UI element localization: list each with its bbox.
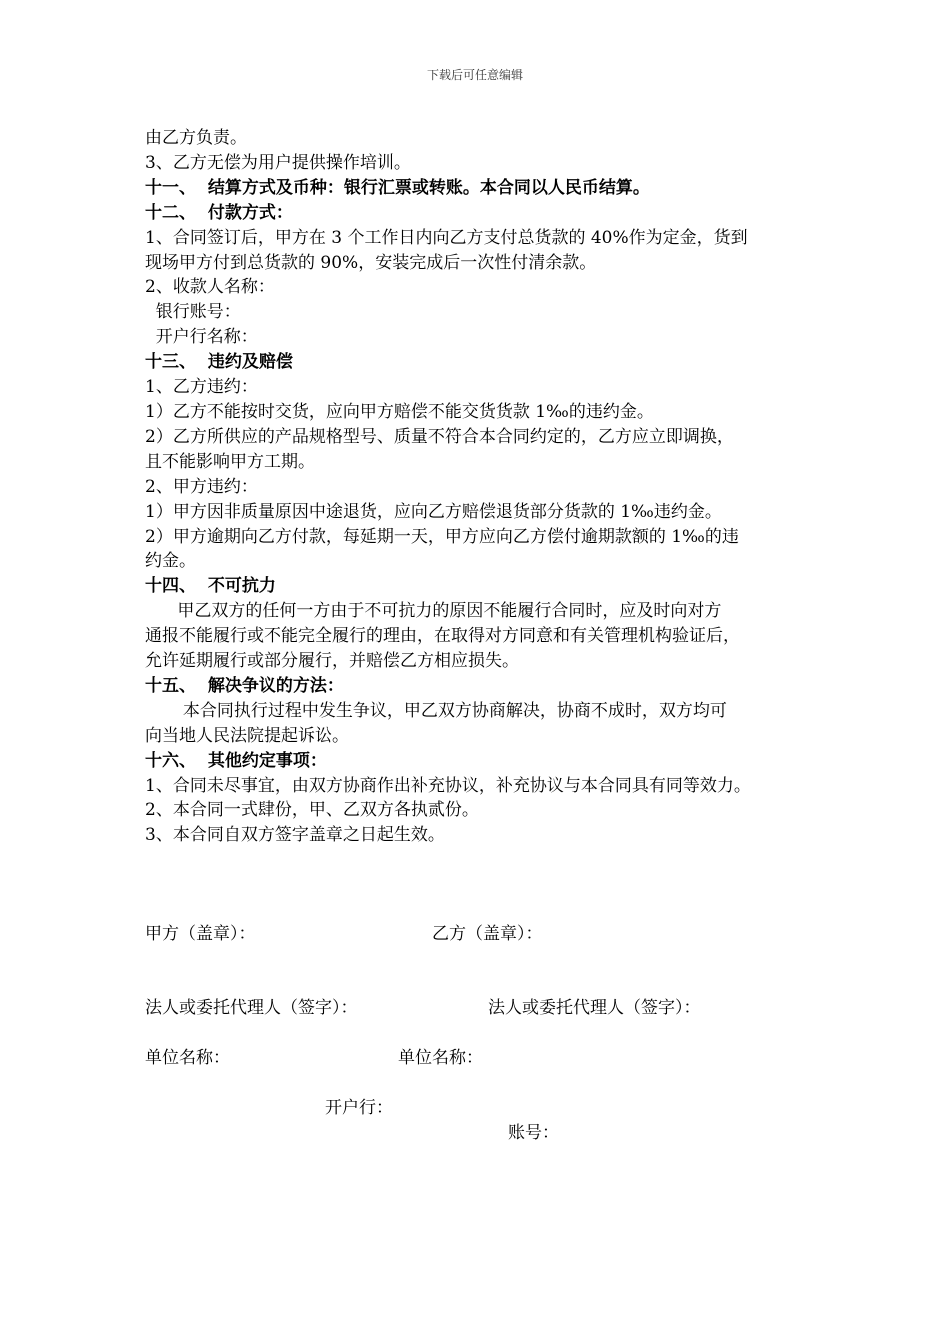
body-line: 2）乙方所供应的产品规格型号、质量不符合本合同约定的，乙方应立即调换， <box>145 426 734 447</box>
body-line: 向当地人民法院提起诉讼。 <box>145 725 349 746</box>
body-line: 2）甲方逾期向乙方付款，每延期一天，甲方应向乙方偿付逾期款额的 1‰的违 <box>145 526 739 547</box>
account-label: 账号： <box>508 1123 559 1143</box>
section-heading: 十四、 不可抗力 <box>145 576 276 597</box>
body-line: 由乙方负责。 <box>145 128 247 148</box>
body-line: 银行账号： <box>145 302 241 323</box>
party-b-unit-label: 单位名称： <box>398 1048 483 1068</box>
body-line: 甲乙双方的任何一方由于不可抗力的原因不能履行合同时，应及时向对方 <box>145 601 722 622</box>
body-line: 2、收款人名称： <box>145 277 275 298</box>
party-b-rep-label: 法人或委托代理人（签字）： <box>488 998 701 1018</box>
body-line: 现场甲方付到总货款的 90%，安装完成后一次性付清余款。 <box>145 252 597 273</box>
contract-body <box>145 126 835 848</box>
body-line: 且不能影响甲方工期。 <box>145 451 315 472</box>
section-heading: 十五、 解决争议的方法： <box>145 675 344 696</box>
party-a-seal-label: 甲方（盖章）： <box>145 924 256 944</box>
body-line: 1）甲方因非质量原因中途退货，应向乙方赔偿退货部分货款的 1‰违约金。 <box>145 501 722 522</box>
body-line: 1）乙方不能按时交货，应向甲方赔偿不能交货货款 1‰的违约金。 <box>145 401 654 422</box>
bank-label: 开户行： <box>325 1098 393 1118</box>
body-line: 1、乙方违约： <box>145 377 258 398</box>
body-line: 开户行名称： <box>145 327 258 348</box>
section-heading: 十六、 其他约定事项： <box>145 750 327 771</box>
body-line: 本合同执行过程中发生争议，甲乙双方协商解决，协商不成时，双方均可 <box>145 700 727 721</box>
party-a-rep-label: 法人或委托代理人（签字）： <box>145 998 358 1018</box>
section-heading: 十三、 违约及赔偿 <box>145 352 293 373</box>
body-line: 1、合同未尽事宜，由双方协商作出补充协议，补充协议与本合同具有同等效力。 <box>145 775 751 796</box>
body-line: 约金。 <box>145 551 196 572</box>
body-line: 通报不能履行或不能完全履行的理由，在取得对方同意和有关管理机构验证后， <box>145 626 740 647</box>
body-line: 2、甲方违约： <box>145 476 258 497</box>
body-line: 1、合同签订后，甲方在 3 个工作日内向乙方支付总货款的 40%作为定金，货到 <box>145 227 748 248</box>
section-heading: 十一、 结算方式及币种：银行汇票或转账。本合同以人民币结算。 <box>145 177 650 198</box>
body-line: 允许延期履行或部分履行，并赔偿乙方相应损失。 <box>145 651 519 672</box>
body-line: 3、本合同自双方签字盖章之日起生效。 <box>145 825 445 846</box>
page-header: 下载后可任意编辑 <box>426 68 523 82</box>
party-b-seal-label: 乙方（盖章）： <box>432 924 543 944</box>
body-line: 2、本合同一式肆份，甲、乙双方各执贰份。 <box>145 800 479 821</box>
party-a-unit-label: 单位名称： <box>145 1048 230 1068</box>
section-heading: 十二、 付款方式： <box>145 202 293 223</box>
body-line: 3、乙方无偿为用户提供操作培训。 <box>145 152 411 173</box>
